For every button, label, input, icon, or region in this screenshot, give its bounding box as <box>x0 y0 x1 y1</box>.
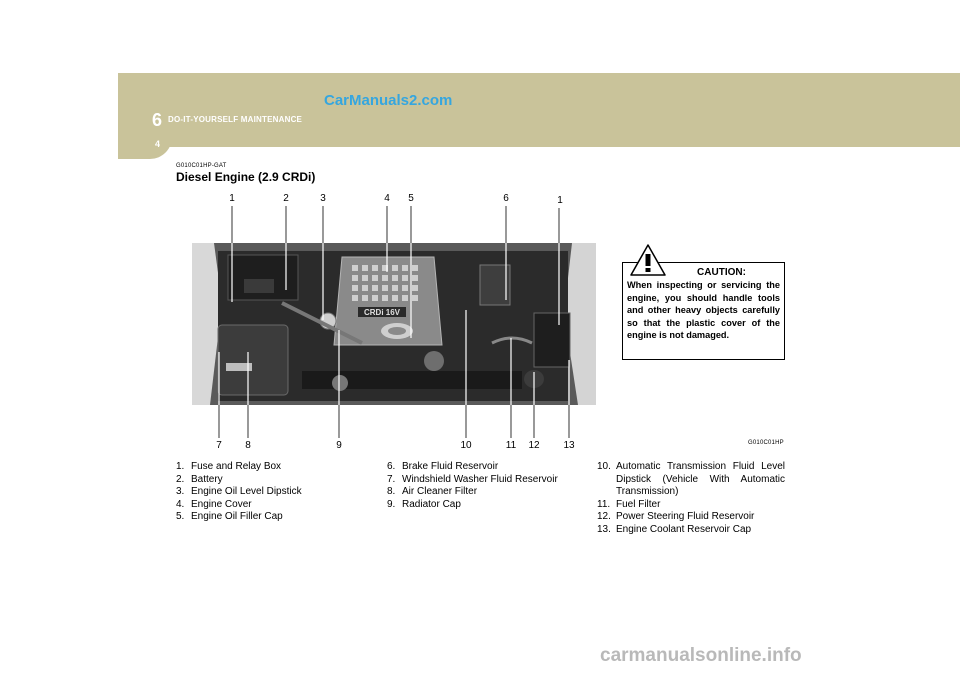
page-number: 4 <box>155 139 161 149</box>
list-item: 12. Power Steering Fluid Reservoir <box>597 511 755 522</box>
callout-top: 4 <box>384 193 390 204</box>
header-tab <box>118 131 172 159</box>
callout-top: 6 <box>503 193 509 204</box>
figure-code: G010C01HP <box>748 440 784 446</box>
callout-top: 1 <box>229 193 235 204</box>
callout-bottom: 7 <box>216 440 222 451</box>
callout-top: 3 <box>320 193 326 204</box>
parts-list-col1 <box>176 461 356 524</box>
caution-title: CAUTION: <box>697 267 746 278</box>
chapter-title: DO-IT-YOURSELF MAINTENANCE <box>168 115 303 124</box>
engine-bay-photo <box>192 243 596 405</box>
list-item: 1. Fuse and Relay Box <box>176 461 282 472</box>
list-item: 10. Automatic Transmission Fluid Level Dipstick (Vehicle With Automatic Transmission) <box>597 461 785 497</box>
caution-text: When inspecting or servicing the engine, you should handle tools and other heavy objects carefully so that the plastic cover of the engine is not damaged. <box>627 280 780 341</box>
header-band <box>118 73 960 147</box>
callout-bottom: 10 <box>460 440 472 451</box>
engine-badge: CRDi 16V <box>363 308 401 317</box>
callout-top: 1 <box>557 195 563 206</box>
list-item: 3. Engine Oil Level Dipstick <box>176 486 302 497</box>
list-item: 4. Engine Cover <box>176 498 252 510</box>
parts-list-col3 <box>597 461 785 536</box>
callout-top: 5 <box>408 193 414 204</box>
list-item: 13. Engine Coolant Reservoir Cap <box>597 523 752 535</box>
chapter-number: 6 <box>152 110 163 130</box>
list-item: 9. Radiator Cap <box>387 498 461 510</box>
list-item: 6. Brake Fluid Reservoir <box>387 461 499 472</box>
watermark-bottom[interactable]: carmanualsonline.info <box>600 645 802 666</box>
parts-list-col2 <box>387 461 575 511</box>
list-item: 2. Battery <box>176 473 223 485</box>
list-item: 11. Fuel Filter <box>597 498 661 510</box>
section-title: Diesel Engine (2.9 CRDi) <box>176 170 316 184</box>
callout-bottom: 13 <box>563 440 575 451</box>
callout-bottom: 9 <box>336 440 342 451</box>
callout-bottom: 11 <box>505 440 517 451</box>
list-item: 8. Air Cleaner Filter <box>387 486 478 497</box>
warning-triangle-icon <box>629 243 667 277</box>
callout-bottom: 12 <box>528 440 540 451</box>
callout-bottom: 8 <box>245 440 251 451</box>
callout-top: 2 <box>283 193 289 204</box>
list-item: 7. Windshield Washer Fluid Reservoir <box>387 473 558 485</box>
list-item: 5. Engine Oil Filler Cap <box>176 511 283 522</box>
watermark-top[interactable]: CarManuals2.com <box>324 92 453 109</box>
section-code: G010C01HP-GAT <box>176 163 227 169</box>
